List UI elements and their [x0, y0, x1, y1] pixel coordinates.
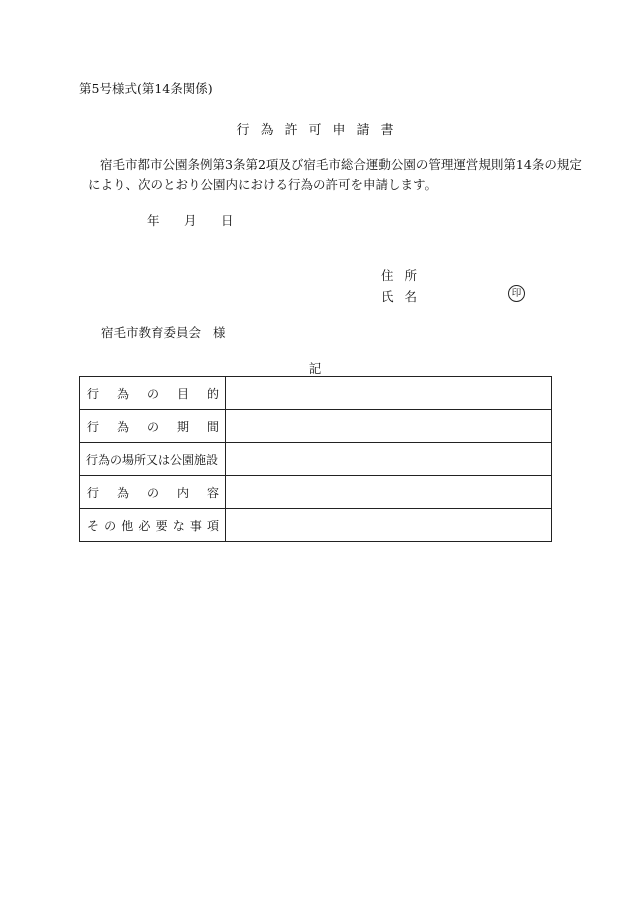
row-label-text	[80, 418, 225, 435]
row-label-period	[80, 410, 226, 443]
table-row	[80, 509, 552, 542]
form-number: 第5号様式(第14条関係)	[79, 81, 213, 96]
label-char: そ	[87, 518, 100, 533]
value-cell-other[interactable]	[226, 509, 552, 542]
label-char: 為	[116, 419, 129, 434]
label-char: 行	[87, 485, 100, 500]
label-char: な	[172, 518, 185, 533]
label-char: の	[146, 485, 159, 500]
label-char: の	[104, 518, 117, 533]
label-char: の	[146, 386, 159, 401]
label-char: の	[146, 419, 159, 434]
detail-table	[79, 376, 552, 542]
label-char: 行	[87, 386, 100, 401]
table-row	[80, 476, 552, 509]
body-text-line-2: により、次のとおり公園内における行為の許可を申請します。	[88, 177, 438, 192]
row-label-text	[80, 517, 225, 534]
value-cell-content[interactable]	[226, 476, 552, 509]
label-char: 項	[206, 518, 219, 533]
name-label: 氏名	[381, 289, 429, 304]
ki-label: 記	[308, 361, 322, 376]
table-row	[80, 410, 552, 443]
recipient-honorific: 様	[213, 325, 226, 340]
date-day-label: 日	[221, 213, 234, 228]
label-char: 期	[176, 419, 189, 434]
address-label: 住所	[381, 268, 429, 283]
label-char: 必	[138, 518, 151, 533]
label-char: 目	[176, 386, 189, 401]
recipient	[101, 323, 226, 341]
label-char: 事	[189, 518, 202, 533]
label-char: 的	[206, 386, 219, 401]
table-row	[80, 377, 552, 410]
row-label-location	[80, 443, 226, 476]
label-char: 為	[116, 386, 129, 401]
label-char: 為	[116, 485, 129, 500]
label-char: 要	[155, 518, 168, 533]
table-row	[80, 443, 552, 476]
label-char: 他	[121, 518, 134, 533]
value-cell-period[interactable]	[226, 410, 552, 443]
row-label-text	[80, 484, 225, 501]
row-label-text	[80, 385, 225, 402]
label-char: 内	[176, 485, 189, 500]
body-text-line-1: 宿毛市都市公園条例第3条第2項及び宿毛市総合運動公園の管理運営規則第14条の規定	[100, 157, 582, 172]
value-cell-location[interactable]	[226, 443, 552, 476]
label-char: 行	[87, 419, 100, 434]
label-char: 間	[206, 419, 219, 434]
seal-mark: 印	[508, 285, 525, 302]
row-label-purpose	[80, 377, 226, 410]
row-label-other	[80, 509, 226, 542]
label-char: 容	[206, 485, 219, 500]
value-cell-purpose[interactable]	[226, 377, 552, 410]
date-month-label: 月	[184, 213, 197, 228]
date-year-label: 年	[147, 213, 160, 228]
row-label-text: 行為の場所又は公園施設	[86, 452, 219, 467]
document-title: 行為許可申請書	[236, 123, 405, 138]
row-label-content	[80, 476, 226, 509]
recipient-name: 宿毛市教育委員会	[101, 325, 202, 340]
